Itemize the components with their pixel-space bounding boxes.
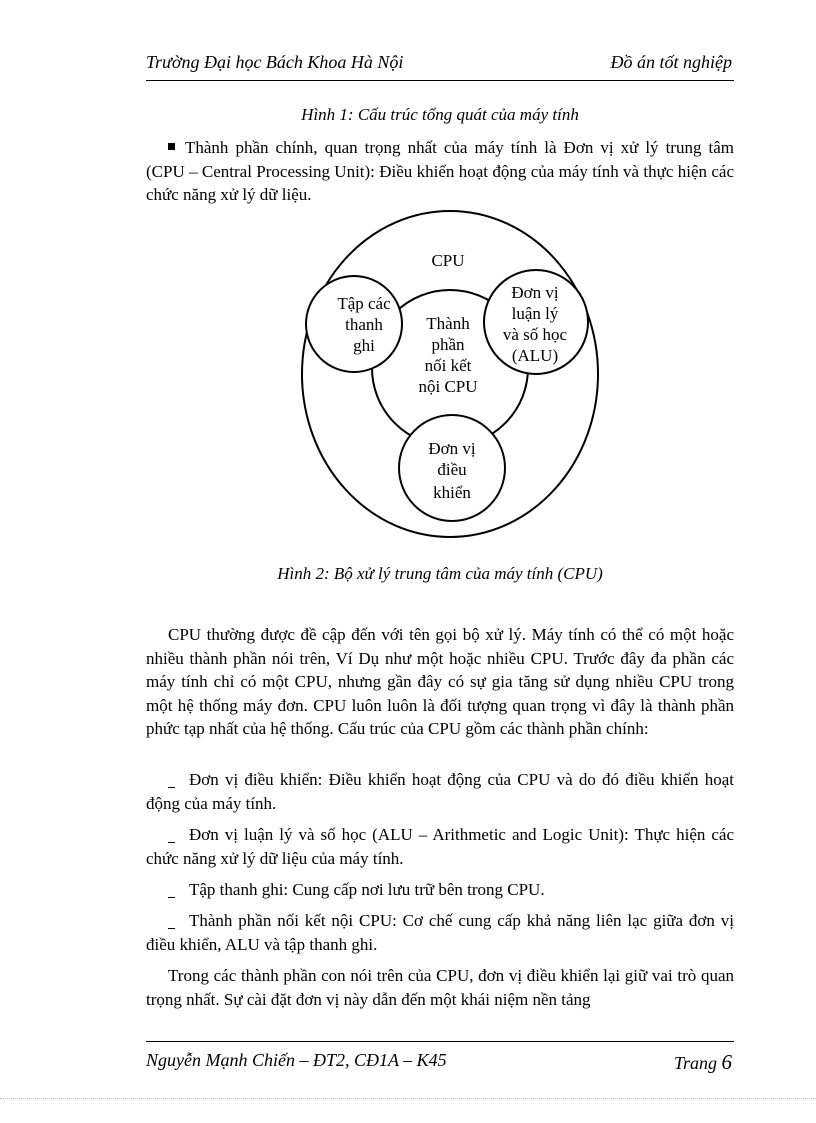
body-paragraph-1: CPU thường được đề cập đến với tên gọi bộ xử lý. Máy tính có thể có một hoặc nhiều thành phần nói trên, Ví Dụ như một hoặc nhiều CPU. Trước đây đa phần các máy tính chỉ có một CPU, nhưng gần đây có sự gia tăng sử dụng nhiều CPU trong một hệ thống máy đơn. CPU luôn luôn là đối tượng quan trọng vì đây là thành phần phức tạp nhất của hệ thống. Cấu trúc của CPU gồm các thành phần chính: <box>146 625 734 738</box>
header-school-name: Trường Đại học Bách Khoa Hà Nội <box>146 52 404 72</box>
cpu-label: CPU <box>431 251 465 270</box>
alu-line-4: (ALU) <box>511 346 559 365</box>
bullet-text: Thành phần chính, quan trọng nhất của máy tính là Đơn vị xử lý trung tâm (CPU – Central Processing Unit): Điều khiển hoạt động của máy tính và thực hiện các chức năng xử lý dữ liệu. <box>146 138 734 204</box>
alu-line-1: Đơn vị <box>511 283 559 302</box>
footer-page-label: Trang <box>673 1053 717 1073</box>
header-rule <box>146 80 734 81</box>
footer-page <box>674 1050 732 1075</box>
footer-rule <box>146 1041 734 1042</box>
footer-author: Nguyễn Mạnh Chiến – ĐT2, CĐ1A – K45 <box>146 1050 447 1070</box>
dash-bullet-icon <box>168 897 175 898</box>
registers-line-3: ghi <box>353 336 375 355</box>
dash-bullet-icon <box>168 842 175 843</box>
interconnect-line-3: nối kết <box>424 356 472 375</box>
control-line-2: điều <box>437 460 467 479</box>
dash-bullet-icon <box>168 787 175 788</box>
cpu-diagram <box>290 206 620 551</box>
alu-line-3: và số học <box>502 325 568 344</box>
dash-bullet-icon <box>168 928 175 929</box>
dash-item-interconnect <box>146 909 734 956</box>
dash-item-text: Thành phần nối kết nội CPU: Cơ chế cung cấp khả năng liên lạc giữa đơn vị điều khiển, ALU và tập thanh ghi. <box>146 911 734 954</box>
dash-item-text: Đơn vị điều khiển: Điều khiển hoạt động của CPU và do đó điều khiển hoạt động của máy tính. <box>146 770 734 813</box>
registers-line-1: Tập các <box>337 294 391 313</box>
square-bullet-icon <box>168 143 175 150</box>
control-line-1: Đơn vị <box>428 439 476 458</box>
interconnect-line-1: Thành <box>426 314 470 333</box>
figure2-caption: Hình 2: Bộ xử lý trung tâm của máy tính (CPU) <box>277 564 603 583</box>
dash-item-text: Tập thanh ghi: Cung cấp nơi lưu trữ bên trong CPU. <box>189 880 545 899</box>
control-line-3: khiển <box>433 483 471 502</box>
bullet-paragraph <box>146 136 734 207</box>
bottom-dotted-border <box>0 1098 816 1099</box>
registers-line-2: thanh <box>345 315 383 334</box>
dash-item-text: Đơn vị luận lý và số học (ALU – Arithmetic and Logic Unit): Thực hiện các chức năng xử lý dữ liệu của máy tính. <box>146 825 734 868</box>
dash-item-alu <box>146 823 734 870</box>
figure1-caption: Hình 1: Cấu trúc tổng quát của máy tính <box>301 105 579 124</box>
body-paragraph-2: Trong các thành phần con nói trên của CPU, đơn vị điều khiển lại giữ vai trò quan trọng nhất. Sự cài đặt đơn vị này dẫn đến một khái niệm nền tảng <box>146 966 734 1009</box>
footer-page-number: 6 <box>721 1050 732 1074</box>
interconnect-line-4: nội CPU <box>418 377 478 396</box>
header-document-type: Đồ án tốt nghiệp <box>610 52 732 72</box>
dash-item-control-unit <box>146 768 734 815</box>
alu-line-2: luận lý <box>511 304 559 323</box>
dash-item-registers <box>146 878 734 902</box>
interconnect-line-2: phần <box>431 335 465 354</box>
